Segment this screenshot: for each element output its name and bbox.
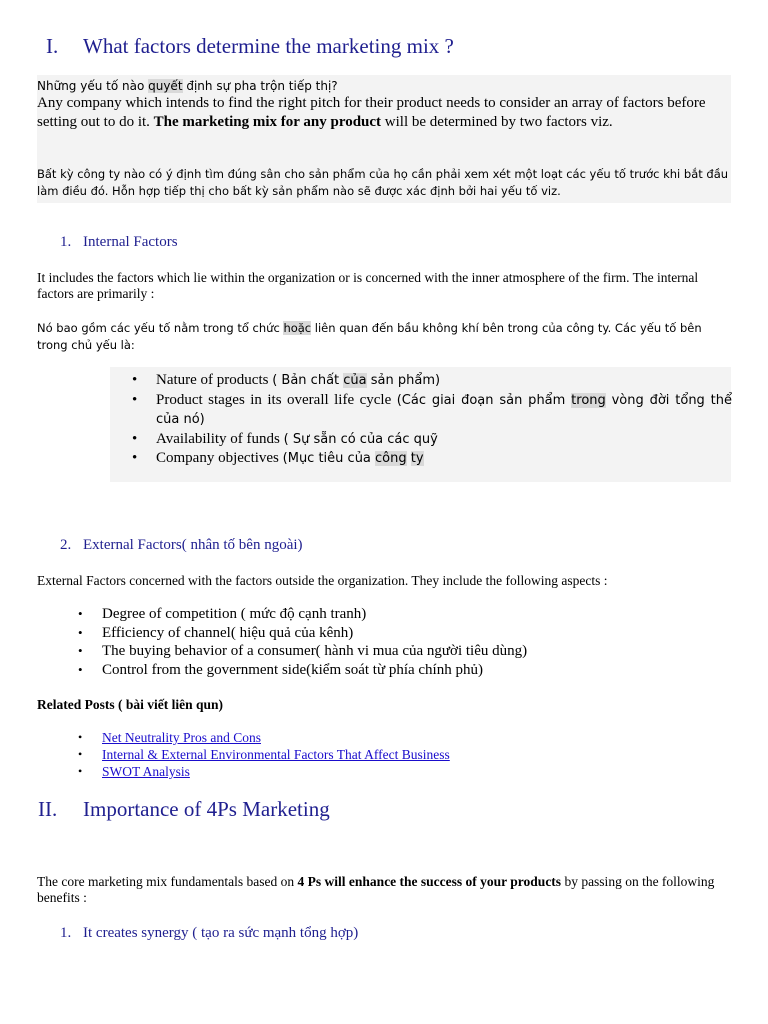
subheading-title: External Factors( nhân tố bên ngoài) bbox=[83, 537, 303, 553]
highlight: của bbox=[343, 373, 367, 388]
item-vi bbox=[272, 373, 440, 388]
text: Any company which intends to find the right pitch for their product needs to consider an array of factors before setting out to do it. bbox=[37, 95, 706, 130]
subheading-external bbox=[60, 537, 303, 554]
section-heading-2 bbox=[38, 797, 330, 822]
text: sản phẩm) bbox=[366, 373, 441, 388]
item-en: Nature of products bbox=[156, 372, 273, 388]
list-item bbox=[78, 746, 738, 763]
item-en: Availability of funds bbox=[156, 430, 284, 447]
internal-viet-desc bbox=[37, 320, 733, 354]
list-item bbox=[78, 729, 738, 746]
item-vi bbox=[284, 432, 438, 447]
highlight: quyết bbox=[148, 79, 183, 93]
list-item: • Control from the government side(kiểm soát từ phía chính phủ) bbox=[78, 661, 738, 680]
text: (Mục tiêu của bbox=[282, 451, 376, 466]
highlight: trong bbox=[571, 392, 606, 408]
external-desc: External Factors concerned with the factors outside the organization. They include the following aspects : bbox=[37, 573, 608, 588]
item-en: Product stages in its overall life cycle bbox=[156, 391, 397, 408]
text: (Các giai đoạn sản phẩm bbox=[396, 392, 572, 408]
list-item: • The buying behavior of a consumer( hành vi mua của người tiêu dùng) bbox=[78, 642, 738, 661]
item-en: Company objectives bbox=[156, 450, 283, 466]
list-item bbox=[132, 371, 732, 391]
text: ( Bản chất bbox=[272, 373, 344, 388]
highlight: ty bbox=[410, 451, 424, 466]
item-vi bbox=[283, 451, 424, 466]
bold-text: 4 Ps will enhance the success of your products bbox=[297, 874, 562, 889]
list-item bbox=[78, 763, 738, 780]
list-item bbox=[132, 430, 732, 450]
section-heading-1 bbox=[46, 34, 454, 59]
text: Nó bao gồm các yếu tố nằm trong tổ chức bbox=[37, 321, 284, 335]
subheading-title: Internal Factors bbox=[83, 234, 178, 250]
text: Những yếu tố nào bbox=[37, 79, 149, 93]
text: ( Sự sẵn có của các quỹ bbox=[283, 431, 438, 447]
related-posts-title: Related Posts ( bài viết liên qun) bbox=[37, 697, 224, 712]
highlight: hoặc bbox=[283, 321, 312, 335]
list-item: • Degree of competition ( mức độ cạnh tranh) bbox=[78, 605, 738, 624]
text: liên quan đến bầu không khí bên trong của công ty. Các yếu tố bên trong chủ yếu là: bbox=[37, 321, 702, 352]
viet-question bbox=[37, 78, 737, 95]
list-item bbox=[132, 391, 732, 430]
internal-desc: It includes the factors which lie within the organization or is concerned with the inner atmosphere of the firm. The internal factors are primarily : bbox=[37, 270, 699, 301]
section-number: I. bbox=[46, 34, 59, 58]
text: will be determined by two factors viz. bbox=[381, 114, 613, 130]
text: định sự pha trộn tiếp thị? bbox=[182, 79, 338, 93]
subheading-synergy bbox=[60, 925, 358, 942]
subheading-number: 2. bbox=[60, 537, 72, 553]
text: The core marketing mix fundamentals based on bbox=[37, 874, 298, 889]
intro-viet-paragraph: Bất kỳ công ty nào có ý định tìm đúng sân cho sản phẩm của họ cần phải xem xét một loạt các yếu tố trước khi bắt đầu làm điều đó. Hỗn hợp tiếp thị cho bất kỳ sản phẩm nào sẽ được xác định bởi hai yếu tố viz. bbox=[37, 167, 729, 198]
section-number: II. bbox=[38, 797, 58, 821]
external-factors-list bbox=[78, 605, 738, 679]
section-title: Importance of 4Ps Marketing bbox=[83, 797, 330, 821]
subheading-number: 1. bbox=[60, 925, 72, 941]
subheading-title: It creates synergy ( tạo ra sức mạnh tổng hợp) bbox=[83, 925, 359, 941]
related-link-environmental-factors[interactable]: Internal & External Environmental Factors That Affect Business bbox=[102, 747, 450, 762]
section-title: What factors determine the marketing mix ? bbox=[83, 34, 454, 58]
related-posts-list bbox=[78, 729, 738, 780]
text: by passing on the following benefits : bbox=[37, 874, 715, 905]
list-item: • Efficiency of channel( hiệu quả của kênh) bbox=[78, 624, 738, 643]
related-link-net-neutrality[interactable]: Net Neutrality Pros and Cons bbox=[102, 730, 261, 745]
subheading-internal bbox=[60, 234, 178, 251]
subheading-number: 1. bbox=[60, 234, 72, 250]
related-link-swot[interactable]: SWOT Analysis bbox=[102, 764, 190, 779]
highlight: công bbox=[375, 451, 407, 466]
list-item bbox=[132, 449, 732, 469]
section2-desc bbox=[37, 874, 733, 906]
internal-factors-list bbox=[132, 371, 732, 469]
intro-paragraph bbox=[37, 94, 733, 132]
bold-text: The marketing mix for any product bbox=[153, 114, 382, 130]
text: vòng đời tổng thể của nó) bbox=[156, 392, 732, 427]
